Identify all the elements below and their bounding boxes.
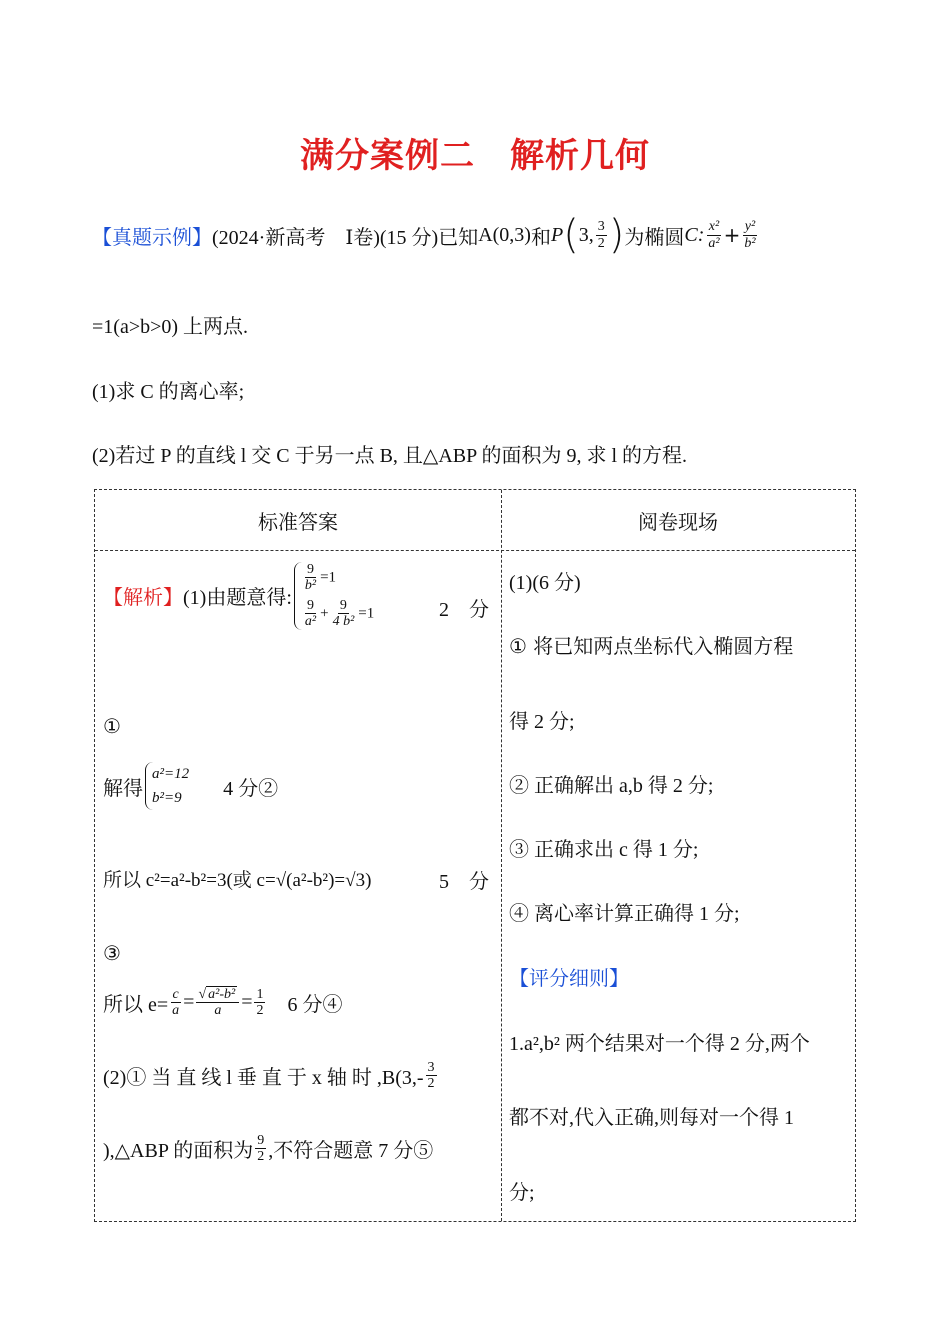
e-sqrt-num: √ a²-b² [196, 987, 239, 1003]
problem-tag: 【真题示例】 [92, 224, 212, 249]
eq2-a-den: a² [304, 614, 317, 630]
step-2-den: 2 [427, 1076, 435, 1092]
point-p-y-fraction [596, 219, 607, 251]
solve-label: 解得 [103, 775, 143, 800]
header-grading-scene: 阅卷现场 [638, 510, 718, 534]
ellipse-a2: a² [708, 235, 720, 251]
point-p-y-num: 3 [597, 219, 605, 235]
eccentricity-row [103, 987, 342, 1019]
e-eq: = [183, 991, 195, 1014]
e-sqrt-den: a [214, 1003, 222, 1019]
point-p: P [550, 223, 564, 246]
step-2c: ,不符合题意 7 分⑤ [268, 1140, 434, 1163]
step-2-num: 3 [427, 1060, 435, 1075]
grading-line-8: 1.a²,b² 两个结果对一个得 2 分,两个 [509, 1033, 810, 1055]
score-1: 2 分 [439, 599, 489, 621]
system-eq-2 [301, 598, 374, 630]
solution-system [145, 762, 189, 810]
e-half [254, 987, 265, 1019]
e-half-num: 1 [256, 987, 264, 1002]
jiexi-tag: 【解析】 [103, 585, 183, 610]
grading-line-1: (1)(6 分) [509, 572, 581, 594]
area-num: 9 [257, 1133, 265, 1148]
score-3: 5 分 [439, 871, 489, 893]
column-divider [501, 490, 502, 1221]
step-2-fraction [426, 1060, 437, 1092]
score-2: 4 分② [223, 777, 279, 800]
problem-source: (2024·新高考 Ⅰ卷)(15 分) [212, 226, 439, 249]
system-eq-1 [301, 562, 374, 594]
ellipse-c: C: [684, 223, 705, 246]
ellipse-x2: x² [708, 219, 720, 235]
header-standard-answer: 标准答案 [258, 510, 338, 534]
solve-row [103, 762, 278, 810]
step-1-row [103, 562, 374, 630]
problem-intro-a: 已知 [438, 224, 479, 249]
solution-b2: b²=9 [152, 790, 182, 806]
step-1-text: (1)由题意得: [183, 587, 292, 610]
paren-right: ) [608, 212, 625, 258]
grading-line-5: ③ 正确求出 c 得 1 分; [509, 839, 699, 861]
question-1: (1)求 C 的离心率; [92, 381, 245, 403]
grading-line-9: 都不对,代入正确,则每对一个得 1 [509, 1107, 794, 1129]
ellipse-y-fraction [742, 219, 757, 251]
step-2-row-1 [103, 1060, 439, 1092]
eq2-a-fraction [303, 598, 318, 630]
mark-3: ③ [103, 941, 121, 965]
e-half-den: 2 [256, 1003, 264, 1019]
eq1-den: b² [304, 578, 317, 594]
e-fraction [170, 987, 181, 1019]
eq1-rhs: =1 [320, 569, 337, 586]
step-2b: ),△ABP 的面积为 [103, 1140, 254, 1163]
area-den: 2 [257, 1149, 265, 1165]
e-c: c [172, 987, 179, 1002]
ellipse-y2: y² [744, 219, 756, 235]
eq1-num: 9 [306, 562, 314, 577]
point-a: A(0,3) [478, 223, 531, 246]
answer-table [94, 489, 856, 1222]
step-2-row-2 [103, 1133, 433, 1165]
paren-left: ( [563, 212, 579, 258]
grading-line-3: 得 2 分; [509, 711, 575, 733]
grading-line-10: 分; [509, 1182, 535, 1204]
ellipse-x-fraction [706, 219, 721, 251]
grading-line-2: ① 将已知两点坐标代入椭圆方程 [509, 634, 794, 658]
point-p-x: 3, [578, 223, 594, 246]
e-prefix: 所以 e= [103, 994, 169, 1017]
eq1-fraction [303, 562, 318, 594]
mark-1: ① [103, 714, 121, 738]
question-2: (2)若过 P 的直线 l 交 C 于另一点 B, 且△ABP 的面积为 9, 求 l 的方程. [92, 445, 688, 467]
eq2-b-num: 9 [339, 597, 347, 613]
ellipse-prefix: 为椭圆 [624, 224, 685, 249]
equation-system-1 [294, 562, 374, 630]
area-fraction [255, 1133, 266, 1165]
grading-rules-tag: 【评分细则】 [509, 966, 629, 990]
eq2-b-den: 4 b² [332, 614, 355, 630]
ellipse-b2: b² [744, 235, 756, 251]
c-calculation: 所以 c²=a²-b²=3(或 c=√(a²-b²)=√3) [103, 870, 372, 891]
problem-line-2: =1(a>b>0) 上两点. [92, 316, 249, 338]
e-eq2: = [241, 991, 253, 1014]
e-a: a [172, 1003, 180, 1019]
score-4: 6 分④ [287, 994, 343, 1017]
grading-line-6: ④ 离心率计算正确得 1 分; [509, 903, 740, 925]
problem-line-1 [92, 205, 760, 265]
eq2-b-fraction [331, 598, 357, 630]
eq2-rhs: =1 [358, 605, 375, 622]
problem-intro-b: 和 [530, 224, 551, 249]
step-2a: (2)① 当 直 线 l 垂 直 于 x 轴 时 ,B(3,- [103, 1067, 424, 1090]
point-p-y-den: 2 [597, 235, 605, 251]
header-divider [95, 550, 855, 551]
e-sqrt-fraction [196, 987, 239, 1019]
e-sqrt-value: a²-b² [208, 987, 236, 1002]
solution-a2: a²=12 [152, 766, 190, 782]
page-title: 满分案例二 解析几何 [300, 136, 650, 176]
grading-line-4: ② 正确解出 a,b 得 2 分; [509, 775, 714, 797]
eq2-a-num: 9 [306, 597, 314, 613]
plus-sign: + [723, 223, 741, 247]
eq2-plus: + [320, 605, 329, 622]
